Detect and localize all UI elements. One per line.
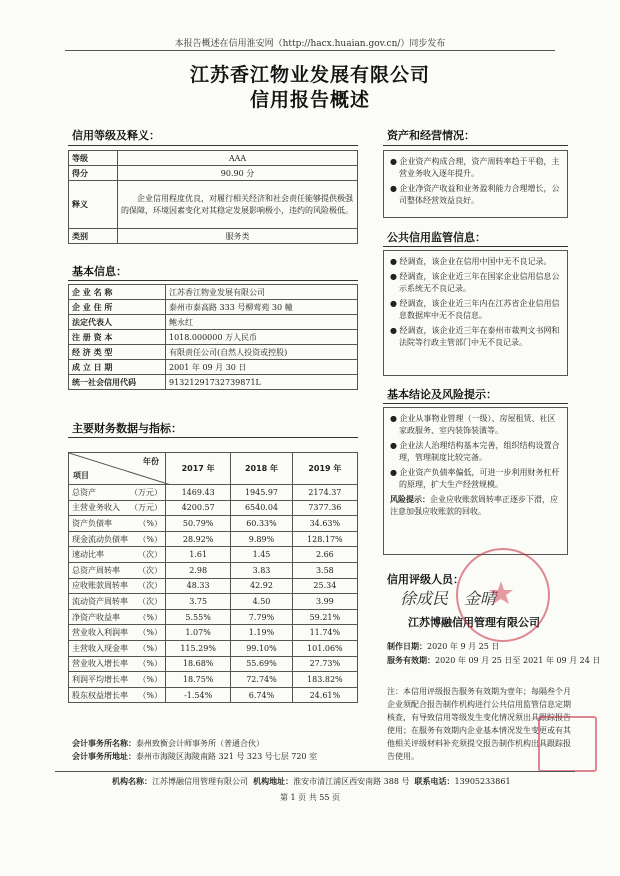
finance-item-unit: （万元） xyxy=(130,503,162,513)
finance-item-label: 利润平均增长率 xyxy=(72,674,128,684)
basic-row xyxy=(69,285,358,300)
supervision-item: ● 经调查，该企业近三年内在江苏省企业信用信息数据库中无不良信息。 xyxy=(390,299,560,320)
finance-item-cell xyxy=(69,578,166,594)
finance-section-rule xyxy=(68,437,358,438)
finance-item-cell xyxy=(69,547,166,563)
header-note: 本报告概述在信用淮安网（http://hacx.huaian.gov.cn/）同步发布 xyxy=(174,39,446,49)
validity-note: 注：本信用评级报告服务有效期为壹年；每隔叁个月企业须配合报告制作机构进行公共信用监管信息定期核查，有导致信用等级发生变化情况须出具跟踪报告使用；在服务有效期内企业基本情况发生变更或有其他相关评级材料补充须提交报告制作机构出具跟踪报告使用。 xyxy=(387,687,571,761)
finance-row xyxy=(69,594,358,610)
finance-item-label: 净资产收益率 xyxy=(72,612,120,622)
valid-period: 2020 年 09 月 25 日至 2021 年 09 月 24 日 xyxy=(435,656,601,665)
page-number: 第 1 页 共 55 页 xyxy=(280,793,340,802)
finance-item-label: 总资产周转率 xyxy=(72,565,120,575)
conclusion-section-title: 基本结论及风险提示： xyxy=(387,388,497,401)
basic-label: 成 立 日 期 xyxy=(69,360,166,375)
assets-section-title: 资产和经营情况： xyxy=(387,129,475,142)
rating-label: 等级 xyxy=(69,151,118,166)
basic-info-table xyxy=(68,284,358,390)
finance-year-2017: 2017 年 xyxy=(166,453,231,485)
raters-label: 信用评级人员： xyxy=(387,573,464,586)
finance-item-cell xyxy=(69,485,166,501)
finance-item-label: 流动资产周转率 xyxy=(72,596,128,606)
finance-value: 24.61% xyxy=(292,687,357,703)
basic-row xyxy=(69,345,358,360)
rating-label: 类别 xyxy=(69,229,118,244)
finance-value: 18.68% xyxy=(166,656,231,672)
registration-stamp xyxy=(538,716,597,772)
basic-value: 泰州市泰高路 333 号柳莺苑 30 幢 xyxy=(166,300,358,315)
rating-section-rule xyxy=(68,145,358,146)
finance-value: 1945.97 xyxy=(231,485,292,501)
finance-value: 50.79% xyxy=(166,516,231,532)
finance-year-2019: 2019 年 xyxy=(292,453,357,485)
finance-item-cell xyxy=(69,609,166,625)
basic-label: 统一社会信用代码 xyxy=(69,375,166,390)
finance-value: 60.33% xyxy=(231,516,292,532)
company-seal xyxy=(456,548,550,642)
basic-label: 企 业 名 称 xyxy=(69,285,166,300)
rater-signatures: 徐成民 金晴 xyxy=(400,589,497,608)
finance-item-cell xyxy=(69,516,166,532)
rating-row-meaning xyxy=(69,181,358,229)
finance-value: 55.69% xyxy=(231,656,292,672)
finance-item-cell xyxy=(69,656,166,672)
company-title: 江苏香江物业发展有限公司 xyxy=(189,64,430,86)
finance-value: 7.79% xyxy=(231,609,292,625)
conclusion-item: ● 企业资产负债率偏低，可进一步利用财务杠杆的原理，扩大生产经营规模。 xyxy=(390,468,560,489)
valid-period-label: 服务有效期： xyxy=(387,656,435,665)
finance-item-unit: （%） xyxy=(138,628,162,638)
conclusion-box xyxy=(383,407,568,555)
finance-value: 2.66 xyxy=(292,547,357,563)
accounting-address-label: 会计事务所地址： xyxy=(72,752,136,761)
finance-row xyxy=(69,500,358,516)
finance-item-label: 主营业务收入 xyxy=(72,503,120,513)
finance-item-label: 应收账款周转率 xyxy=(72,581,128,591)
accounting-address: 泰州市海陵区海陵南路 321 号 323 号七层 720 室 xyxy=(136,752,318,761)
footer-addr: 淮安市清江浦区西安南路 388 号 xyxy=(293,777,410,786)
finance-item-cell xyxy=(69,672,166,688)
finance-value: 27.73% xyxy=(292,656,357,672)
basic-value: 2001 年 09 月 30 日 xyxy=(166,360,358,375)
conclusion-item: ● 企业从事物业管理（一级）、房屋租赁、社区家政服务、室内装饰装潢等。 xyxy=(390,414,556,435)
conclusion-section-rule xyxy=(383,403,568,404)
finance-value: 4200.57 xyxy=(166,500,231,516)
made-date-line xyxy=(387,641,499,652)
report-title: 信用报告概述 xyxy=(249,89,370,111)
finance-value: 128.17% xyxy=(292,531,357,547)
finance-value: 9.89% xyxy=(231,531,292,547)
rating-label: 得分 xyxy=(69,166,118,181)
risk-text: 企业应收账款周转率正逐步下滑，应注意加强应收账款的回收。 xyxy=(390,495,558,516)
finance-year-2018: 2018 年 xyxy=(231,453,292,485)
finance-year-header: 年份 xyxy=(143,457,159,466)
finance-value: 3.83 xyxy=(231,562,292,578)
finance-item-cell xyxy=(69,562,166,578)
finance-value: 1.19% xyxy=(231,625,292,641)
assets-box xyxy=(383,150,568,218)
finance-item-label: 总资产 xyxy=(72,487,96,497)
supervision-item: ● 经调查，该企业近三年在泰州市裁判文书网和法院等行政主管部门中无不良记录。 xyxy=(390,326,560,347)
finance-row xyxy=(69,547,358,563)
assets-item: ● 企业净资产收益和业务盈利能力合理增长，公司整体经营效益良好。 xyxy=(390,184,560,205)
rating-value: AAA xyxy=(118,151,358,166)
finance-value: 3.58 xyxy=(292,562,357,578)
finance-item-label: 营业收入增长率 xyxy=(72,659,128,669)
basic-section-rule xyxy=(68,280,358,281)
finance-value: 3.75 xyxy=(166,594,231,610)
header-rule xyxy=(65,50,555,51)
finance-item-unit: （%） xyxy=(138,534,162,544)
footer-tel: 13905233861 xyxy=(454,777,511,786)
valid-period-line xyxy=(387,655,600,666)
finance-row xyxy=(69,578,358,594)
basic-value: 鲍永红 xyxy=(166,315,358,330)
finance-item-unit: （%） xyxy=(138,690,162,700)
finance-row xyxy=(69,562,358,578)
rating-value: 企业信用程度优良，对履行相关经济和社会责任能够提供极强的保障，环境因素变化对其稳定发展影响极小，违约的风险极低。 xyxy=(118,181,358,229)
agency-company: 江苏博融信用管理有限公司 xyxy=(408,616,540,629)
finance-row xyxy=(69,687,358,703)
basic-label: 法定代表人 xyxy=(69,315,166,330)
assets-section-rule xyxy=(383,145,568,146)
finance-value: 59.21% xyxy=(292,609,357,625)
rating-row-score xyxy=(69,166,358,181)
footer-org: 江苏博融信用管理有限公司 xyxy=(152,777,248,786)
finance-value: 99.10% xyxy=(231,640,292,656)
finance-item-unit: （%） xyxy=(138,643,162,653)
finance-item-cell xyxy=(69,687,166,703)
rating-value: 90.90 分 xyxy=(118,166,358,181)
finance-value: 42.92 xyxy=(231,578,292,594)
finance-corner-cell xyxy=(69,453,166,485)
finance-item-unit: （次） xyxy=(138,581,162,591)
basic-section-title: 基本信息： xyxy=(72,265,127,278)
accounting-address-line xyxy=(72,751,317,762)
basic-row xyxy=(69,300,358,315)
accounting-firm-line xyxy=(72,738,264,749)
finance-value: 72.74% xyxy=(231,672,292,688)
finance-body xyxy=(69,485,358,703)
finance-item-cell xyxy=(69,531,166,547)
risk-paragraph xyxy=(390,494,561,518)
assets-item: ● 企业资产构成合理，资产周转率趋于平稳，主营业务收入逐年提升。 xyxy=(390,157,560,178)
finance-item-cell xyxy=(69,594,166,610)
finance-item-unit: （次） xyxy=(138,596,162,606)
finance-value: 4.50 xyxy=(231,594,292,610)
finance-item-label: 营业收入利润率 xyxy=(72,628,128,638)
basic-row xyxy=(69,330,358,345)
finance-row xyxy=(69,656,358,672)
finance-value: 6540.04 xyxy=(231,500,292,516)
finance-table xyxy=(68,452,358,703)
finance-value: 5.55% xyxy=(166,609,231,625)
finance-value: 2174.37 xyxy=(292,485,357,501)
made-date: 2020 年 9 月 25 日 xyxy=(427,642,500,651)
supervision-item: ● 经调查，该企业在信用中国中无不良记录。 xyxy=(390,257,552,266)
accounting-firm-label: 会计事务所名称： xyxy=(72,739,136,748)
finance-row xyxy=(69,531,358,547)
finance-value: 48.33 xyxy=(166,578,231,594)
finance-value: 34.63% xyxy=(292,516,357,532)
finance-value: 1.61 xyxy=(166,547,231,563)
basic-label: 注 册 资 本 xyxy=(69,330,166,345)
footer-tel-label: 联系电话： xyxy=(414,777,455,786)
footer-org-label: 机构名称： xyxy=(112,777,152,786)
rating-row-grade xyxy=(69,151,358,166)
finance-row xyxy=(69,485,358,501)
finance-value: 3.99 xyxy=(292,594,357,610)
finance-section-title: 主要财务数据与指标： xyxy=(72,422,182,435)
finance-value: 6.74% xyxy=(231,687,292,703)
finance-item-label: 股东权益增长率 xyxy=(72,690,128,700)
finance-header-row xyxy=(69,453,358,485)
finance-item-cell xyxy=(69,625,166,641)
rating-row-category xyxy=(69,229,358,244)
rating-section-title: 信用等级及释义： xyxy=(72,129,160,142)
supervision-box xyxy=(383,250,568,376)
finance-item-unit: （%） xyxy=(138,518,162,528)
finance-item-unit: （%） xyxy=(138,612,162,622)
finance-row xyxy=(69,609,358,625)
seal-star-icon xyxy=(456,548,546,638)
basic-value: 有限责任公司(自然人投资或控股) xyxy=(166,345,358,360)
basic-label: 企 业 住 所 xyxy=(69,300,166,315)
finance-row xyxy=(69,625,358,641)
finance-row xyxy=(69,516,358,532)
finance-item-header: 项目 xyxy=(73,471,89,480)
finance-value: 25.34 xyxy=(292,578,357,594)
finance-row xyxy=(69,672,358,688)
basic-value: 江苏香江物业发展有限公司 xyxy=(166,285,358,300)
basic-row xyxy=(69,315,358,330)
basic-label: 经 济 类 型 xyxy=(69,345,166,360)
finance-value: 28.92% xyxy=(166,531,231,547)
supervision-section-rule xyxy=(383,246,568,247)
footer-rule xyxy=(55,771,575,772)
footer-addr-label: 机构地址： xyxy=(253,777,294,786)
finance-value: 115.29% xyxy=(166,640,231,656)
finance-item-unit: （次） xyxy=(138,550,162,560)
finance-item-unit: （%） xyxy=(138,659,162,669)
finance-item-unit: （%） xyxy=(138,674,162,684)
finance-item-label: 资产负债率 xyxy=(72,518,112,528)
finance-item-cell xyxy=(69,500,166,516)
basic-value: 91321291732739871L xyxy=(166,375,358,390)
footer-org-line xyxy=(112,776,572,787)
made-date-label: 制作日期： xyxy=(387,642,427,651)
basic-row xyxy=(69,360,358,375)
finance-item-label: 速动比率 xyxy=(72,550,104,560)
rating-value: 服务类 xyxy=(118,229,358,244)
supervision-item: ● 经调查，该企业近三年在国家企业信用信息公示系统无不良记录。 xyxy=(390,272,560,293)
rating-table xyxy=(68,150,358,244)
rating-label: 释义 xyxy=(69,181,118,229)
finance-value: 1.45 xyxy=(231,547,292,563)
finance-value: -1.54% xyxy=(166,687,231,703)
risk-label: 风险提示： xyxy=(390,495,430,504)
finance-item-cell xyxy=(69,640,166,656)
finance-value: 101.06% xyxy=(292,640,357,656)
finance-item-unit: （万元） xyxy=(130,487,162,497)
conclusion-item: ● 企业法人治理结构基本完善，组织结构设置合理，管理制度比较完备。 xyxy=(390,441,560,462)
finance-value: 7377.36 xyxy=(292,500,357,516)
finance-value: 1469.43 xyxy=(166,485,231,501)
finance-row xyxy=(69,640,358,656)
finance-value: 183.82% xyxy=(292,672,357,688)
finance-item-unit: （次） xyxy=(138,565,162,575)
supervision-section-title: 公共信用监管信息： xyxy=(387,231,486,244)
finance-item-label: 现金流动负债率 xyxy=(72,534,128,544)
accounting-firm-name: 泰州致衡会计师事务所（普通合伙） xyxy=(136,739,264,748)
finance-value: 1.07% xyxy=(166,625,231,641)
finance-item-label: 主营收入现金率 xyxy=(72,643,128,653)
basic-row xyxy=(69,375,358,390)
finance-value: 18.75% xyxy=(166,672,231,688)
finance-value: 2.98 xyxy=(166,562,231,578)
basic-value: 1018.000000 万人民币 xyxy=(166,330,358,345)
finance-value: 11.74% xyxy=(292,625,357,641)
